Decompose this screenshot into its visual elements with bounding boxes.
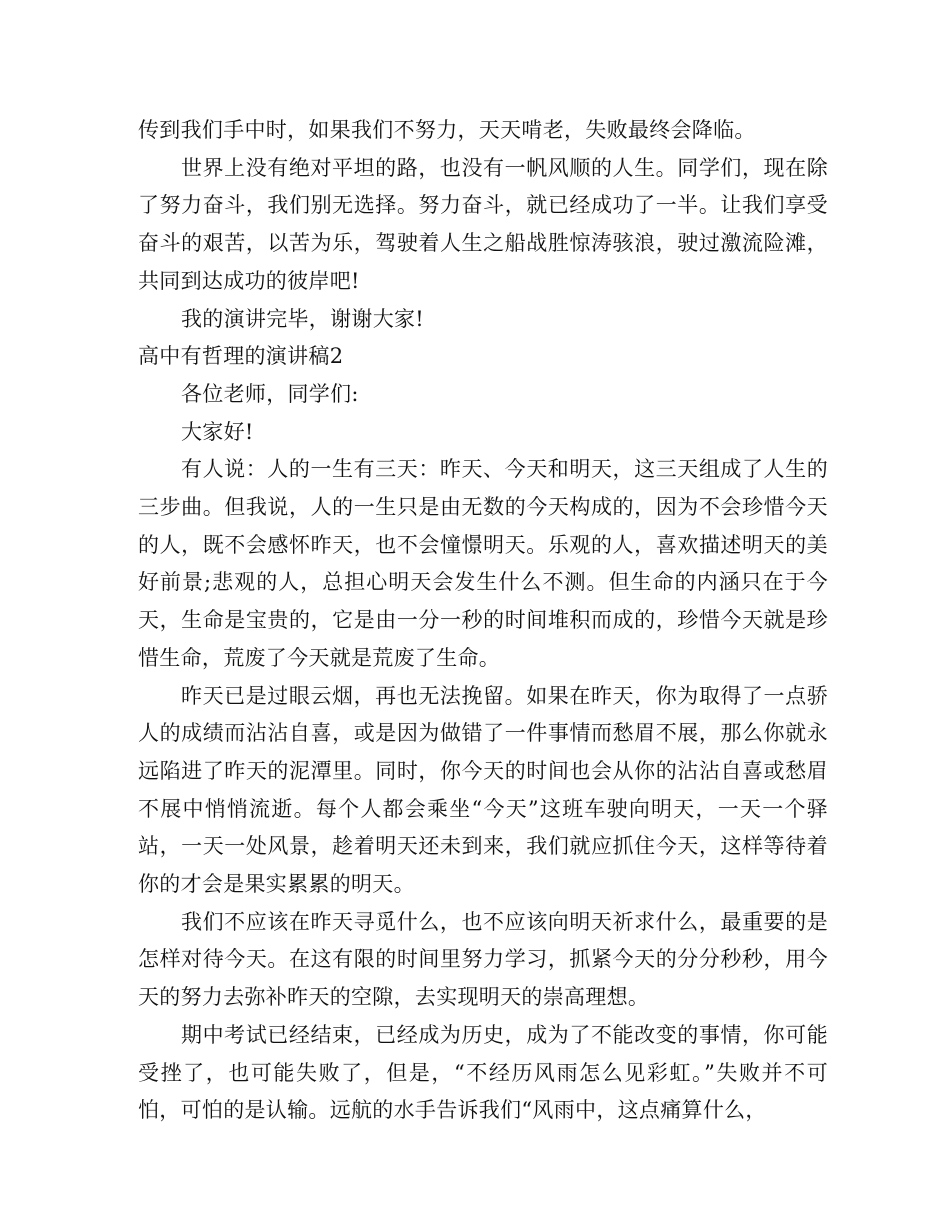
paragraph-struggle: 世界上没有绝对平坦的路，也没有一帆风顺的人生。同学们，现在除了努力奋斗，我们别无选择。努力奋斗，就已经成功了一半。让我们享受奋斗的艰苦，以苦为乐，驾驶着人生之船战胜惊涛骇浪，驶过激流险滩，共同到达成功的彼岸吧! <box>138 155 828 293</box>
paragraph-salutation: 各位老师，同学们: <box>181 381 359 406</box>
paragraph-greeting: 大家好! <box>181 419 254 444</box>
paragraph-today: 我们不应该在昨天寻觅什么，也不应该向明天祈求什么，最重要的是怎样对待今天。在这有限的时间里努力学习，抓紧今天的分分秒秒，用今天的努力去弥补昨天的空隙，去实现明天的崇高理想。 <box>138 909 828 1010</box>
document-body <box>138 112 828 1130</box>
paragraph-continuation: 传到我们手中时，如果我们不努力，天天啃老，失败最终会降临。 <box>138 118 756 142</box>
section-heading: 高中有哲理的演讲稿2 <box>138 344 344 369</box>
paragraph-three-days: 有人说：人的一生有三天：昨天、今天和明天，这三天组成了人生的三步曲。但我说，人的一生只是由无数的今天构成的，因为不会珍惜今天的人，既不会感怀昨天，也不会憧憬明天。乐观的人，喜欢描述明天的美好前景;悲观的人，总担心明天会发生什么不测。但生命的内涵只在于今天，生命是宝贵的，它是由一分一秒的时间堆积而成的，珍惜今天就是珍惜生命，荒废了今天就是荒废了生命。 <box>138 457 828 670</box>
paragraph-midterm: 期中考试已经结束，已经成为历史，成为了不能改变的事情，你可能受挫了，也可能失败了，但是，“不经历风雨怎么见彩虹。”失败并不可怕，可怕的是认输。远航的水手告诉我们“风雨中，这点痛算什么， <box>138 1022 828 1123</box>
paragraph-yesterday: 昨天已是过眼云烟，再也无法挽留。如果在昨天，你为取得了一点骄人的成绩而沾沾自喜，或是因为做错了一件事情而愁眉不展，那么你就永远陷进了昨天的泥潭里。同时，你今天的时间也会从你的沾沾自喜或愁眉不展中悄悄流逝。每个人都会乘坐“今天”这班车驶向明天，一天一个驿站，一天一处风景，趁着明天还未到来，我们就应抓住今天，这样等待着你的才会是果实累累的明天。 <box>138 683 828 897</box>
paragraph-closing-thanks: 我的演讲完毕，谢谢大家! <box>181 306 425 331</box>
